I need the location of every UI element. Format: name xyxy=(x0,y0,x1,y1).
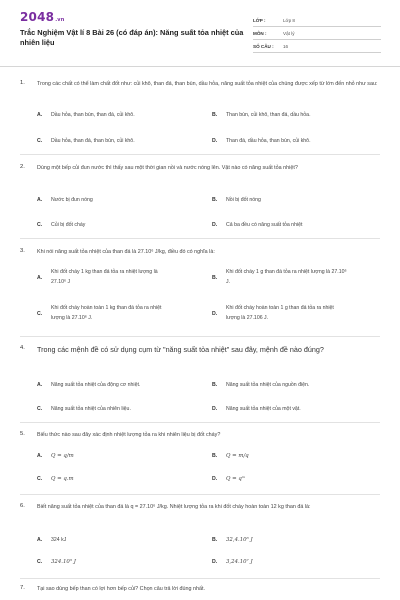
option-text: Năng suất tỏa nhiệt của nhiên liệu. xyxy=(51,406,131,412)
question-divider xyxy=(20,422,380,423)
option-d[interactable] xyxy=(212,222,302,228)
option-key: D. xyxy=(212,138,218,144)
option-text: 3,24.10⁷ J xyxy=(226,559,253,565)
meta-label: MÔN : xyxy=(253,30,267,36)
option-a[interactable] xyxy=(37,382,140,388)
question-text: Tại sao dùng bếp than có lợi hơn bếp củi? Chọn câu trả lời đúng nhất. xyxy=(37,586,205,592)
option-d[interactable] xyxy=(212,304,348,323)
option-key: A. xyxy=(37,453,43,459)
meta-label: SỐ CÂU : xyxy=(253,43,274,49)
meta-row-subject xyxy=(253,27,381,40)
question-text: Trong các mệnh đề có sử dụng cụm từ "năng suất tỏa nhiệt" sau đây, mệnh đề nào đúng? xyxy=(37,345,324,354)
document-header xyxy=(0,0,400,66)
meta-value: 16 xyxy=(283,43,289,49)
option-text: Khi đốt cháy hoàn toàn 1 kg than đá tỏa ra nhiệt lượng là 27.10⁶ J. xyxy=(51,305,162,321)
option-key: B. xyxy=(212,274,218,281)
option-formula: Q = m/q xyxy=(226,453,249,459)
question-divider xyxy=(20,238,380,239)
question-text: Biểu thức nào sau đây xác định nhiệt lượng tỏa ra khi nhiên liệu bị đốt cháy? xyxy=(37,432,221,438)
question-divider xyxy=(20,578,380,579)
header-divider xyxy=(0,66,400,67)
option-key: D. xyxy=(212,559,218,565)
option-key: A. xyxy=(37,274,43,281)
option-key: D. xyxy=(212,222,218,228)
option-key: A. xyxy=(37,112,43,118)
option-d[interactable] xyxy=(212,476,245,482)
option-text: 324.10⁵ J xyxy=(51,559,76,565)
question-divider xyxy=(20,336,380,337)
option-text: Dầu hỏa, than bùn, than đá, củi khô. xyxy=(51,112,135,118)
option-text: Năng suất tỏa nhiệt của nguồn điện. xyxy=(226,382,310,388)
option-text: Than đá, dầu hỏa, than bùn, củi khô. xyxy=(226,138,311,144)
brand-name: 2048 xyxy=(20,10,55,24)
option-key: C. xyxy=(37,476,43,482)
page-title: Trắc Nghiệm Vật lí 8 Bài 26 (có đáp án): Năng suất tỏa nhiệt của nhiên liệu xyxy=(20,28,244,47)
option-c[interactable] xyxy=(37,559,76,565)
option-d[interactable] xyxy=(212,138,311,144)
option-key: C. xyxy=(37,559,43,565)
option-text: Năng suất tỏa nhiệt của động cơ nhiệt. xyxy=(51,382,141,388)
option-b[interactable] xyxy=(212,382,309,388)
question-divider xyxy=(20,494,380,495)
meta-value: Lớp 8 xyxy=(283,17,295,23)
option-key: C. xyxy=(37,310,43,317)
option-key: B. xyxy=(212,112,218,118)
option-text: 324 kJ xyxy=(51,537,67,543)
option-text: Nồi bị đốt nóng xyxy=(226,197,261,203)
question-number: 4. xyxy=(20,345,25,351)
option-a[interactable] xyxy=(37,268,173,287)
option-b[interactable] xyxy=(212,537,253,543)
option-c[interactable] xyxy=(37,406,131,412)
option-text: Khi đốt cháy hoàn toàn 1 g than đá tỏa ra nhiệt lượng là 27.106 J. xyxy=(226,305,334,321)
option-text: Khi đốt cháy 1 kg than đá tỏa ra nhiệt lượng là 27.10⁶ J xyxy=(51,269,158,285)
option-text: Năng suất tỏa nhiệt của một vật. xyxy=(226,406,301,412)
question-text: Dùng một bếp củi đun nước thì thấy sau một thời gian nồi và nước nóng lên. Vật nào có năng suất tỏa nhiệt? xyxy=(37,165,298,171)
option-a[interactable] xyxy=(37,112,135,118)
brand-suffix: .vn xyxy=(55,17,65,23)
question-text: Biết năng suất tỏa nhiệt của than đá là q = 27.10⁶ J/kg. Nhiệt lượng tỏa ra khi đốt cháy hoàn toàn 12 kg than đá là: xyxy=(37,504,311,510)
option-text: Dầu hỏa, than đá, than bùn, củi khô. xyxy=(51,138,135,144)
option-key: B. xyxy=(212,537,218,543)
option-formula: Q = qᵐ xyxy=(226,476,246,482)
option-formula: Q = q/m xyxy=(51,453,74,459)
option-text: Khi đốt cháy 1 g than đá tỏa ra nhiệt lượng là 27.10⁶ J. xyxy=(226,269,347,285)
option-b[interactable] xyxy=(212,112,311,118)
option-d[interactable] xyxy=(212,559,253,565)
question-number: 3. xyxy=(20,248,25,254)
option-c[interactable] xyxy=(37,304,173,323)
question-number: 5. xyxy=(20,431,25,437)
option-key: C. xyxy=(37,222,43,228)
question-text: Trong các chất có thể làm chất đốt như: củi khô, than đá, than bùn, dầu hỏa, năng suất tỏa nhiệt của chúng được xếp từ lớn đến nhỏ như sau: xyxy=(37,81,378,87)
option-key: A. xyxy=(37,537,43,543)
meta-table xyxy=(253,14,381,53)
question-number: 1. xyxy=(20,80,25,86)
option-key: B. xyxy=(212,453,218,459)
option-text: 32,4.10⁶ J xyxy=(226,537,253,543)
option-a[interactable] xyxy=(37,453,74,459)
option-key: C. xyxy=(37,138,43,144)
question-number: 2. xyxy=(20,164,25,170)
option-key: A. xyxy=(37,197,43,203)
option-key: B. xyxy=(212,197,218,203)
option-text: Củi bị đốt cháy xyxy=(51,222,86,228)
question-text: Khi nói năng suất tỏa nhiệt của than đá là 27.10⁶ J/kg, điều đó có nghĩa là: xyxy=(37,249,215,255)
question-divider xyxy=(20,154,380,155)
option-text: Than bùn, củi khô, than đá, dầu hỏa. xyxy=(226,112,311,118)
option-key: C. xyxy=(37,406,43,412)
option-formula: Q = q.m xyxy=(51,476,74,482)
meta-row-count xyxy=(253,40,381,53)
option-key: D. xyxy=(212,406,218,412)
meta-value: Vật lý xyxy=(283,30,295,36)
option-b[interactable] xyxy=(212,453,249,459)
option-text: Cả ba đều có năng suất tỏa nhiệt xyxy=(226,222,303,228)
brand-logo[interactable] xyxy=(20,10,65,24)
question-number: 6. xyxy=(20,503,25,509)
option-d[interactable] xyxy=(212,406,301,412)
option-c[interactable] xyxy=(37,476,74,482)
option-c[interactable] xyxy=(37,222,85,228)
option-b[interactable] xyxy=(212,197,261,203)
option-b[interactable] xyxy=(212,268,348,287)
meta-row-grade xyxy=(253,14,381,27)
option-text: Nước bị đun nóng xyxy=(51,197,93,203)
option-key: D. xyxy=(212,310,218,317)
meta-label: LỚP : xyxy=(253,17,266,23)
option-key: A. xyxy=(37,382,43,388)
option-a[interactable] xyxy=(37,537,66,543)
option-key: B. xyxy=(212,382,218,388)
option-c[interactable] xyxy=(37,138,135,144)
question-number: 7. xyxy=(20,585,25,591)
option-a[interactable] xyxy=(37,197,93,203)
option-key: D. xyxy=(212,476,218,482)
